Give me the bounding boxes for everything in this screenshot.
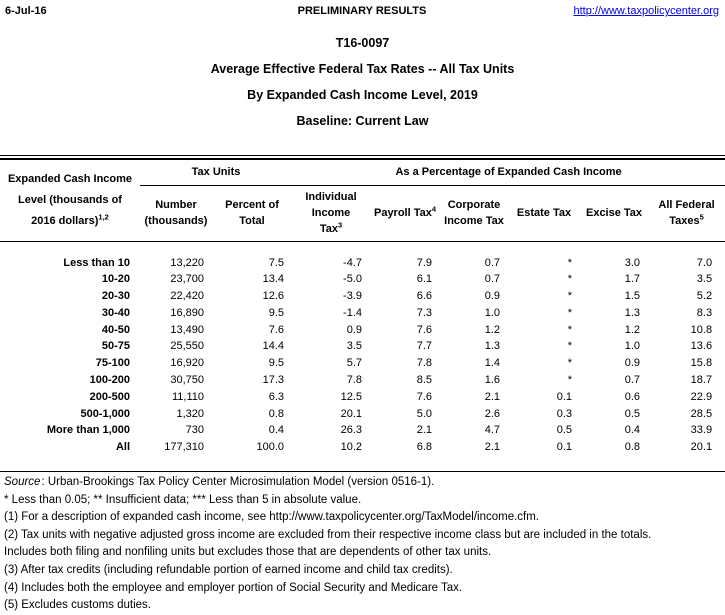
income-header-line: Expanded Cash Income xyxy=(7,172,133,185)
value-cell: 2.1 xyxy=(416,424,433,437)
column-header: Excise Tax xyxy=(580,185,648,241)
percentage-group-header: As a Percentage of Expanded Cash Income xyxy=(292,159,725,185)
column-header: Payroll Tax$^4$ xyxy=(370,185,440,241)
column-header: Individual Income Tax$^3$ xyxy=(292,185,370,241)
table-body xyxy=(0,241,725,472)
income-row-label: 75-100 xyxy=(95,357,130,370)
value-cell: 17.3 xyxy=(262,374,285,387)
source-note xyxy=(4,474,721,492)
value-cell: * xyxy=(567,374,573,387)
source-text: : Urban-Brookings Tax Policy Center Microsimulation Model (version 0516-1). xyxy=(41,476,435,489)
footnote-marker: 5 xyxy=(699,212,704,222)
value-cell: 0.8 xyxy=(268,407,285,420)
value-cell: 23,700 xyxy=(170,273,204,286)
value-cell: 22,420 xyxy=(170,290,204,303)
value-cell: 6.6 xyxy=(416,290,433,303)
value-cell: * xyxy=(567,273,573,286)
table-row xyxy=(0,288,725,305)
value-cell: 5.0 xyxy=(416,407,433,420)
date-label: 6-Jul-16 xyxy=(5,5,47,17)
value-cell: 177,310 xyxy=(164,441,204,454)
value-cell: 12.5 xyxy=(340,390,363,403)
value-cell: 0.7 xyxy=(624,374,641,387)
income-level-column-header xyxy=(0,159,140,241)
value-cell: 1,320 xyxy=(176,407,204,420)
table-row xyxy=(0,372,725,389)
table-row xyxy=(0,241,725,271)
value-cell: 10.2 xyxy=(340,441,363,454)
footnote-marker: 3 xyxy=(338,220,343,230)
value-cell: 12.6 xyxy=(262,290,285,303)
value-cell: 11,110 xyxy=(171,390,204,403)
value-cell: 1.6 xyxy=(484,374,501,387)
income-row-label: 10-20 xyxy=(101,273,130,286)
value-cell: 1.0 xyxy=(624,340,641,353)
value-cell: 2.6 xyxy=(484,407,501,420)
value-cell: 7.6 xyxy=(268,323,285,336)
value-cell: 13.6 xyxy=(690,340,713,353)
footnote-line: (4) Includes both the employee and employer portion of Social Security and Medicare Tax. xyxy=(4,581,463,594)
value-cell: 7.9 xyxy=(416,256,433,269)
value-cell: 16,920 xyxy=(170,357,204,370)
footnote-line: (1) For a description of expanded cash income, see http://www.taxpolicycenter.org/TaxModel/income.cfm. xyxy=(4,511,540,524)
value-cell: 13,220 xyxy=(170,256,204,269)
footnote-line: (3) After tax credits (including refundable portion of earned income and child tax credits). xyxy=(4,564,453,577)
taxpolicycenter-link[interactable]: http://www.taxpolicycenter.org xyxy=(573,5,719,17)
value-cell: * xyxy=(567,340,573,353)
income-row-label: 40-50 xyxy=(101,323,130,336)
value-cell: 7.6 xyxy=(416,390,433,403)
tax-table-wrapper xyxy=(0,155,725,472)
tax-rates-table xyxy=(0,158,725,472)
footnotes xyxy=(0,472,725,615)
tax-units-group-header: Tax Units xyxy=(140,159,292,185)
footnote-marker: 4 xyxy=(431,204,437,214)
value-cell: 16,890 xyxy=(170,306,204,319)
value-cell: 7.0 xyxy=(696,256,713,269)
table-row xyxy=(0,338,725,355)
value-cell: 10.8 xyxy=(690,323,713,336)
value-cell: 730 xyxy=(185,424,204,437)
value-cell: -4.7 xyxy=(343,256,363,269)
income-row-label: 100-200 xyxy=(89,374,130,387)
value-cell: * xyxy=(567,323,573,336)
value-cell: 33.9 xyxy=(690,424,713,437)
table-number: T16-0097 xyxy=(335,36,390,50)
column-header: All Federal Taxes$^5$ xyxy=(648,185,725,241)
value-cell: 0.9 xyxy=(624,357,641,370)
table-row xyxy=(0,406,725,423)
value-cell: 20.1 xyxy=(690,441,713,454)
value-cell: 5.2 xyxy=(696,290,713,303)
value-cell: 0.7 xyxy=(484,273,501,286)
value-cell: 1.0 xyxy=(484,306,501,319)
top-meta-bar xyxy=(0,0,725,17)
table-row xyxy=(0,389,725,406)
value-cell: 1.7 xyxy=(624,273,641,286)
income-row-label: 200-500 xyxy=(89,390,130,403)
value-cell: 1.3 xyxy=(484,340,501,353)
value-cell: 100.0 xyxy=(256,441,285,454)
value-cell: -1.4 xyxy=(343,306,363,319)
income-row-label: More than 1,000 xyxy=(46,424,130,437)
value-cell: * xyxy=(567,256,573,269)
value-cell: 8.5 xyxy=(416,374,433,387)
column-header: Percent of Total xyxy=(212,185,292,241)
value-cell: 1.3 xyxy=(624,306,641,319)
column-header: Estate Tax xyxy=(508,185,580,241)
income-row-label: Less than 10 xyxy=(63,256,130,269)
income-header-line: Level (thousands of xyxy=(18,193,122,206)
footnote-line: (2) Tax units with negative adjusted gross income are excluded from their respective income class but are included in the totals. xyxy=(4,528,652,541)
value-cell: 0.1 xyxy=(556,441,573,454)
income-row-label: All xyxy=(115,441,130,454)
income-header-line: 2016 dollars) xyxy=(31,214,99,227)
table-row xyxy=(0,322,725,339)
value-cell: 7.8 xyxy=(416,357,433,370)
value-cell: -3.9 xyxy=(343,290,363,303)
preliminary-results-label: PRELIMINARY RESULTS xyxy=(297,5,427,17)
value-cell: 3.5 xyxy=(346,340,363,353)
value-cell: 0.6 xyxy=(624,390,641,403)
column-header: Number (thousands) xyxy=(140,185,212,241)
value-cell: 20.1 xyxy=(340,407,363,420)
title-block xyxy=(0,30,725,134)
value-cell: 2.1 xyxy=(484,390,501,403)
value-cell: 7.6 xyxy=(416,323,433,336)
value-cell: 1.4 xyxy=(484,357,501,370)
table-subtitle: By Expanded Cash Income Level, 2019 xyxy=(247,88,478,102)
value-cell: 7.5 xyxy=(268,256,285,269)
value-cell: 0.4 xyxy=(268,424,285,437)
table-row xyxy=(0,422,725,439)
value-cell: 0.9 xyxy=(484,290,501,303)
value-cell: 22.9 xyxy=(690,390,713,403)
value-cell: 7.8 xyxy=(346,374,363,387)
income-row-label: 500-1,000 xyxy=(80,407,130,420)
value-cell: 4.7 xyxy=(484,424,501,437)
value-cell: 0.7 xyxy=(484,256,501,269)
income-row-label: 30-40 xyxy=(101,306,130,319)
value-cell: 9.5 xyxy=(268,357,285,370)
value-cell: 1.2 xyxy=(484,323,501,336)
footnote-line: * Less than 0.05; ** Insufficient data; *** Less than 5 in absolute value. xyxy=(4,493,362,506)
value-cell: 3.5 xyxy=(696,273,713,286)
table-row xyxy=(0,305,725,322)
value-cell: 30,750 xyxy=(170,374,204,387)
value-cell: 0.9 xyxy=(346,323,363,336)
value-cell: 1.2 xyxy=(624,323,641,336)
footnote-line: (5) Excludes customs duties. xyxy=(4,599,152,612)
source-label: Source xyxy=(4,476,41,489)
value-cell: 0.5 xyxy=(556,424,573,437)
table-row xyxy=(0,355,725,372)
value-cell: 18.7 xyxy=(690,374,713,387)
table-row xyxy=(0,271,725,288)
value-cell: 15.8 xyxy=(690,357,713,370)
value-cell: 0.4 xyxy=(624,424,641,437)
value-cell: * xyxy=(567,290,573,303)
column-header: Corporate Income Tax xyxy=(440,185,508,241)
value-cell: 5.7 xyxy=(346,357,363,370)
value-cell: 6.8 xyxy=(416,441,433,454)
footnote-marker: 1,2 xyxy=(98,212,109,222)
baseline-label: Baseline: Current Law xyxy=(296,114,429,128)
value-cell: 9.5 xyxy=(268,306,285,319)
value-cell: 26.3 xyxy=(340,424,363,437)
value-cell: 13.4 xyxy=(262,273,285,286)
value-cell: 13,490 xyxy=(170,323,204,336)
value-cell: -5.0 xyxy=(343,273,363,286)
value-cell: 0.1 xyxy=(556,390,573,403)
value-cell: * xyxy=(567,357,573,370)
value-cell: 6.1 xyxy=(416,273,433,286)
value-cell: 0.8 xyxy=(624,441,641,454)
value-cell: 3.0 xyxy=(624,256,641,269)
value-cell: 7.7 xyxy=(416,340,433,353)
value-cell: * xyxy=(567,306,573,319)
table-title: Average Effective Federal Tax Rates -- All Tax Units xyxy=(210,62,515,76)
value-cell: 8.3 xyxy=(696,306,713,319)
value-cell: 0.3 xyxy=(556,407,573,420)
value-cell: 28.5 xyxy=(690,407,713,420)
value-cell: 14.4 xyxy=(262,340,285,353)
footnote-line: Includes both filing and nonfiling units but excludes those that are dependents of other tax units. xyxy=(4,546,492,559)
value-cell: 2.1 xyxy=(484,441,501,454)
value-cell: 0.5 xyxy=(624,407,641,420)
table-row xyxy=(0,439,725,471)
group-header-row xyxy=(0,159,725,185)
value-cell: 6.3 xyxy=(268,390,285,403)
value-cell: 7.3 xyxy=(416,306,433,319)
value-cell: 25,550 xyxy=(170,340,204,353)
value-cell: 1.5 xyxy=(624,290,641,303)
income-row-label: 50-75 xyxy=(101,340,130,353)
income-row-label: 20-30 xyxy=(101,290,130,303)
